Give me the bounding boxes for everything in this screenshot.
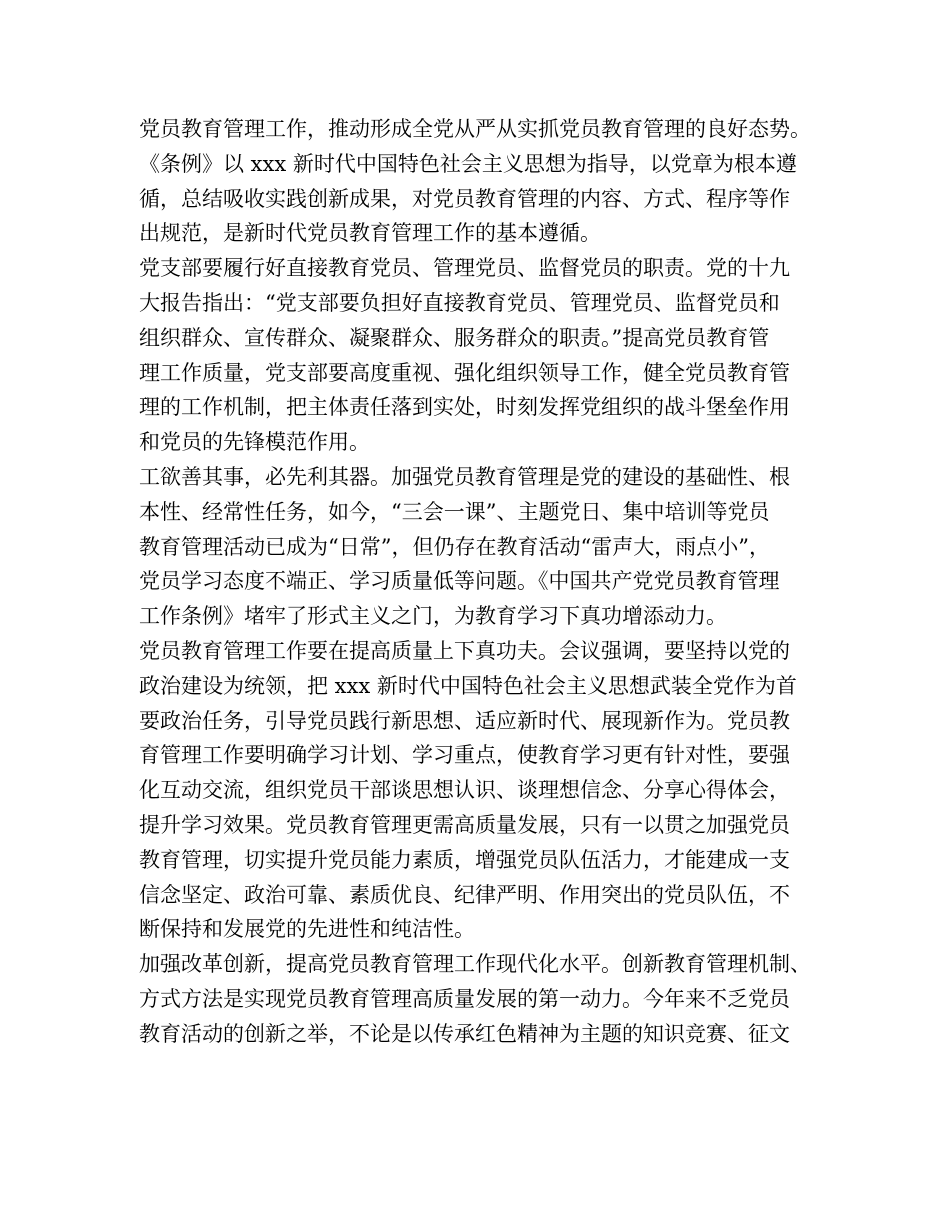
- text-line: 育管理工作要明确学习计划、学习重点，使教育学习更有针对性，要强: [139, 743, 790, 768]
- text-line: 工作条例》堵牢了形式主义之门，为教育学习下真功增添动力。: [139, 604, 727, 629]
- text-line: 信念坚定、政治可靠、素质优良、纪律严明、作用突出的党员队伍，不: [139, 882, 790, 907]
- document-body: [139, 112, 819, 1052]
- text-line: 组织群众、宣传群众、凝聚群众、服务群众的职责。”提高党员教育管: [139, 325, 770, 350]
- text-line: 加强改革创新，提高党员教育管理工作现代化水平。创新教育管理机制、: [139, 952, 811, 977]
- text-line: 提升学习效果。党员教育管理更需高质量发展，只有一以贯之加强党员: [139, 812, 790, 837]
- text-line: 教育活动的创新之举，不论是以传承红色精神为主题的知识竞赛、征文: [139, 1021, 790, 1046]
- text-line: 教育管理，切实提升党员能力素质，增强党员队伍活力，才能建成一支: [139, 847, 790, 872]
- text-line: 化互动交流，组织党员干部谈思想认识、谈理想信念、分享心得体会，: [139, 778, 790, 803]
- text-line: 出规范，是新时代党员教育管理工作的基本遵循。: [139, 221, 601, 246]
- text-line: 工欲善其事，必先利其器。加强党员教育管理是党的建设的基础性、根: [139, 464, 790, 489]
- text-line: 党支部要履行好直接教育党员、管理党员、监督党员的职责。党的十九: [139, 256, 790, 281]
- text-line: 和党员的先锋模范作用。: [139, 430, 370, 455]
- text-line: 党员教育管理工作要在提高质量上下真功夫。会议强调，要坚持以党的: [139, 638, 790, 663]
- text-line: 党员教育管理工作，推动形成全党从严从实抓党员教育管理的良好态势。: [139, 117, 811, 141]
- text-line: 教育管理活动已成为“日常”，但仍存在教育活动“雷声大，雨点小”，: [139, 534, 770, 559]
- text-line: 《条例》以 xxx 新时代中国特色社会主义思想为指导，以党章为根本遵: [139, 151, 797, 176]
- text-line: 大报告指出：“党支部要负担好直接教育党员、管理党员、监督党员和: [139, 290, 780, 315]
- text-line: 本性、经常性任务，如今，“三会一课”、主题党日、集中培训等党员: [139, 499, 770, 524]
- text-line: 政治建设为统领，把 xxx 新时代中国特色社会主义思想武装全党作为首: [139, 673, 797, 698]
- text-line: 方式方法是实现党员教育管理高质量发展的第一动力。今年来不乏党员: [139, 986, 790, 1011]
- text-line: 断保持和发展党的先进性和纯洁性。: [139, 917, 475, 942]
- text-line: 党员学习态度不端正、学习质量低等问题。《中国共产党党员教育管理: [139, 569, 780, 594]
- text-line: 循，总结吸收实践创新成果，对党员教育管理的内容、方式、程序等作: [139, 186, 790, 211]
- text-line: 理的工作机制，把主体责任落到实处，时刻发挥党组织的战斗堡垒作用: [139, 395, 790, 420]
- text-line: 理工作质量，党支部要高度重视、强化组织领导工作，健全党员教育管: [139, 360, 790, 385]
- text-line: 要政治任务，引导党员践行新思想、适应新时代、展现新作为。党员教: [139, 708, 790, 733]
